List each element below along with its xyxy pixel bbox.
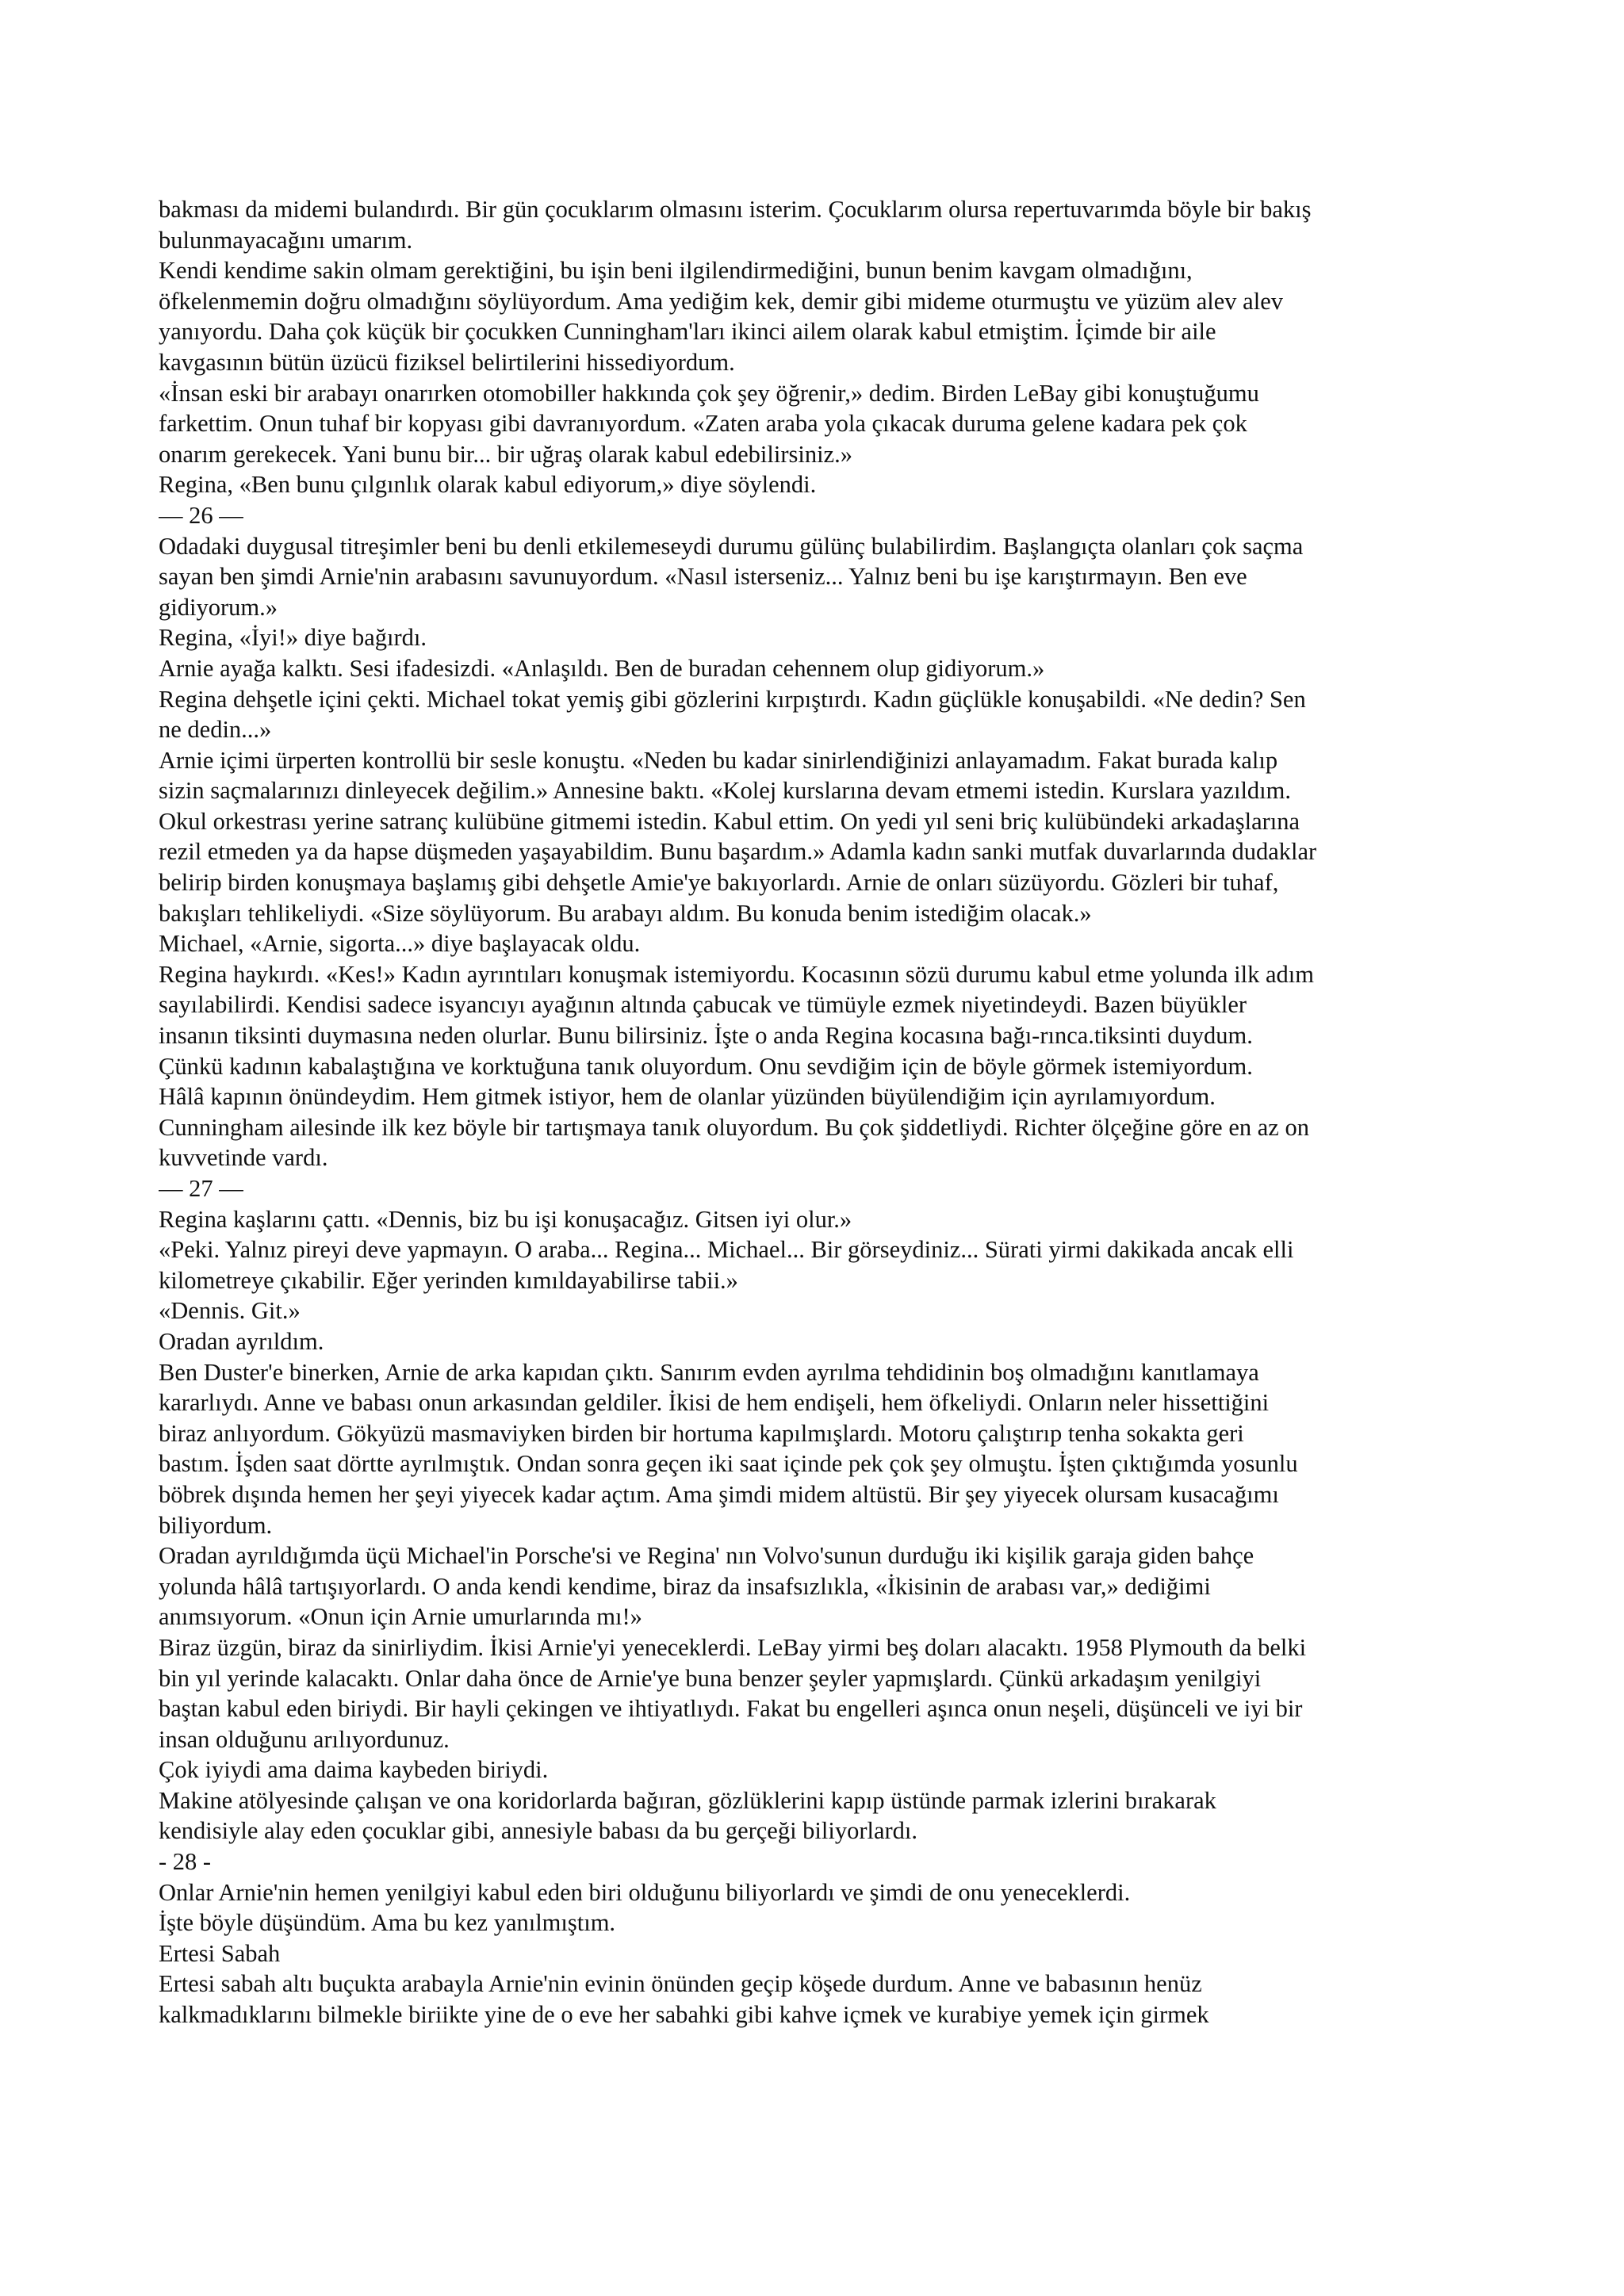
- text-line: Regina, «Ben bunu çılgınlık olarak kabul ediyorum,» diye söylendi.: [159, 471, 817, 499]
- text-line: insanın tiksinti duymasına neden olurlar. Bunu bilirsiniz. İşte o anda Regina kocasına bağı-rınca.tiksinti duydum.: [159, 1022, 1253, 1050]
- text-line: Makine atölyesinde çalışan ve ona koridorlarda bağıran, gözlüklerini kapıp üstünde parmak izlerini bırakarak: [159, 1786, 1216, 1814]
- text-line: — 26 —: [159, 501, 243, 529]
- text-line: yanıyordu. Daha çok küçük bir çocukken Cunningham'ları ikinci ailem olarak kabul etmiştim. İçimde bir aile: [159, 318, 1216, 346]
- text-line: - 28 -: [159, 1848, 212, 1876]
- text-line: Biraz üzgün, biraz da sinirliydim. İkisi Arnie'yi yeneceklerdi. LeBay yirmi beş doları alacaktı. 1958 Plymouth da belki: [159, 1633, 1307, 1661]
- text-line: kavgasının bütün üzücü fiziksel belirtilerini hissediyordum.: [159, 348, 735, 376]
- text-line: böbrek dışında hemen her şeyi yiyecek kadar açtım. Ama şimdi midem altüstü. Bir şey yiyecek olursam kusacağımı: [159, 1480, 1279, 1508]
- text-line: bakması da midemi bulandırdı. Bir gün çocuklarım olmasını isterim. Çocuklarım olursa repertuvarımda böyle bir bakış: [159, 196, 1312, 223]
- text-line: sayan ben şimdi Arnie'nin arabasını savunuyordum. «Nasıl isterseniz... Yalnız beni bu işe karıştırmayın. Ben eve: [159, 563, 1247, 591]
- text-line: Michael, «Arnie, sigorta...» diye başlayacak oldu.: [159, 930, 641, 958]
- text-line: anımsıyorum. «Onun için Arnie umurlarında mı!»: [159, 1603, 642, 1631]
- text-line: — 27 —: [159, 1175, 243, 1202]
- text-line: onarım gerekecek. Yani bunu bir... bir uğraş olarak kabul edebilirsiniz.»: [159, 440, 852, 468]
- text-line: ne dedin...»: [159, 716, 272, 744]
- text-line: Regina, «İyi!» diye bağırdı.: [159, 624, 427, 652]
- text-line: farkettim. Onun tuhaf bir kopyası gibi davranıyordum. «Zaten araba yola çıkacak duruma gelene kadara pek çok: [159, 410, 1247, 438]
- text-line: «Dennis. Git.»: [159, 1297, 301, 1325]
- text-line: «İnsan eski bir arabayı onarırken otomobiller hakkında çok şey öğrenir,» dedim. Birden LeBay gibi konuştuğumu: [159, 379, 1259, 407]
- text-line: yolunda hâlâ tartışıyorlardı. O anda kendi kendime, biraz da insafsızlıkla, «İkisinin de arabası var,» dediğimi: [159, 1572, 1211, 1600]
- text-line: Regina haykırdı. «Kes!» Kadın ayrıntıları konuşmak istemiyordu. Kocasının sözü durumu kabul etme yolunda ilk adım: [159, 960, 1314, 988]
- text-line: Ertesi sabah altı buçukta arabayla Arnie'nin evinin önünden geçip köşede durdum. Anne ve babasının henüz: [159, 1970, 1202, 1998]
- text-line: biraz anlıyordum. Gökyüzü masmaviyken birden bir hortuma kapılmışlardı. Motoru çalıştırıp tenha sokakta geri: [159, 1419, 1244, 1447]
- text-line: Regina kaşlarını çattı. «Dennis, biz bu işi konuşacağız. Gitsen iyi olur.»: [159, 1205, 852, 1233]
- text-line: bulunmayacağını umarım.: [159, 226, 413, 254]
- text-line: Kendi kendime sakin olmam gerektiğini, bu işin beni ilgilendirmediğini, bunun benim kavgam olmadığını,: [159, 257, 1193, 285]
- text-line: sayılabilirdi. Kendisi sadece isyancıyı ayağının altında çabucak ve tümüyle ezmek niyetindeydi. Bazen büyükler: [159, 991, 1247, 1019]
- text-line: kuvvetinde vardı.: [159, 1144, 328, 1172]
- text-line: Onlar Arnie'nin hemen yenilgiyi kabul eden biri olduğunu biliyorlardı ve şimdi de onu yeneceklerdi.: [159, 1878, 1131, 1906]
- text-line: bin yıl yerinde kalacaktı. Onlar daha önce de Arnie'ye buna benzer şeyler yapmışlardı. Çünkü arkadaşım yenilgiyi: [159, 1664, 1262, 1692]
- text-line: kalkmadıklarını bilmekle biriikte yine de o eve her sabahki gibi kahve içmek ve kurabiye yemek için girmek: [159, 2001, 1209, 2029]
- text-line: öfkelenmemin doğru olmadığını söylüyordum. Ama yediğim kek, demir gibi mideme oturmuştu ve yüzüm alev alev: [159, 287, 1283, 315]
- text-line: Çok iyiydi ama daima kaybeden biriydi.: [159, 1756, 549, 1784]
- text-line: Ben Duster'e binerken, Arnie de arka kapıdan çıktı. Sanırım evden ayrılma tehdidinin boş olmadığını kanıtlamaya: [159, 1358, 1259, 1386]
- text-line: Regina dehşetle içini çekti. Michael tokat yemiş gibi gözlerini kırpıştırdı. Kadın güçlükle konuşabildi. «Ne dedin? Sen: [159, 685, 1306, 713]
- text-line: sizin saçmalarınızı dinleyecek değilim.» Annesine baktı. «Kolej kurslarına devam etmemi istedin. Kurslara yazıldım.: [159, 777, 1292, 805]
- text-line: bastım. İşden saat dörtte ayrılmıştık. Ondan sonra geçen iki saat içinde pek çok şey olmuştu. İşten çıktığımda yosunlu: [159, 1450, 1298, 1478]
- text-line: Ertesi Sabah: [159, 1939, 281, 1967]
- text-line: Hâlâ kapının önündeydim. Hem gitmek istiyor, hem de olanlar yüzünden büyülendiğim için ayrılamıyordum.: [159, 1083, 1216, 1111]
- text-line: kararlıydı. Anne ve babası onun arkasından geldiler. İkisi de hem endişeli, hem öfkeliydi. Onların neler hissettiğini: [159, 1389, 1270, 1417]
- text-line: Arnie ayağa kalktı. Sesi ifadesizdi. «Anlaşıldı. Ben de buradan cehennem olup gidiyorum.»: [159, 654, 1045, 682]
- text-line: gidiyorum.»: [159, 593, 278, 621]
- text-line: Çünkü kadının kabalaştığına ve korktuğuna tanık oluyordum. Onu sevdiğim için de böyle görmek istemiyordum.: [159, 1052, 1253, 1080]
- text-line: kendisiyle alay eden çocuklar gibi, annesiyle babası da bu gerçeği biliyorlardı.: [159, 1817, 918, 1845]
- text-line: Cunningham ailesinde ilk kez böyle bir tartışmaya tanık oluyordum. Bu çok şiddetliydi. Richter ölçeğine göre en az on: [159, 1113, 1309, 1141]
- text-line: Oradan ayrıldım.: [159, 1327, 324, 1355]
- text-line: biliyordum.: [159, 1511, 273, 1539]
- text-line: «Peki. Yalnız pireyi deve yapmayın. O araba... Regina... Michael... Bir görseydiniz... Sürati yirmi dakikada ancak elli: [159, 1236, 1294, 1264]
- text-line: Oradan ayrıldığımda üçü Michael'in Porsche'si ve Regina' nın Volvo'sunun durduğu iki kişilik garaja giden bahçe: [159, 1542, 1254, 1570]
- text-line: Odadaki duygusal titreşimler beni bu denli etkilemeseydi durumu gülünç bulabilirdim. Başlangıçta olanları çok saçma: [159, 532, 1304, 560]
- text-line: baştan kabul eden biriydi. Bir hayli çekingen ve ihtiyatlıydı. Fakat bu engelleri aşınca onun neşeli, düşünceli ve iyi bir: [159, 1695, 1303, 1723]
- text-line: kilometreye çıkabilir. Eğer yerinden kımıldayabilirse tabii.»: [159, 1266, 738, 1294]
- document-page: [159, 194, 1475, 2224]
- text-line: belirip birden konuşmaya başlamış gibi dehşetle Amie'ye bakıyorlardı. Arnie de onları süzüyordu. Gözleri bir tuhaf,: [159, 869, 1279, 897]
- text-line: rezil etmeden ya da hapse düşmeden yaşayabildim. Bunu başardım.» Adamla kadın sanki mutfak duvarlarında dudaklar: [159, 838, 1317, 866]
- text-line: İşte böyle düşündüm. Ama bu kez yanılmıştım.: [159, 1909, 616, 1937]
- text-line: insan olduğunu arılıyordunuz.: [159, 1725, 450, 1753]
- text-line: Okul orkestrası yerine satranç kulübüne gitmemi istedin. Kabul ettim. On yedi yıl seni briç kulübündeki arkadaşlarına: [159, 807, 1300, 835]
- text-line: bakışları tehlikeliydi. «Size söylüyorum. Bu arabayı aldım. Bu konuda benim istediğim olacak.»: [159, 899, 1092, 927]
- text-line: Arnie içimi ürperten kontrollü bir sesle konuştu. «Neden bu kadar sinirlendiğinizi anlayamadım. Fakat burada kalıp: [159, 746, 1278, 774]
